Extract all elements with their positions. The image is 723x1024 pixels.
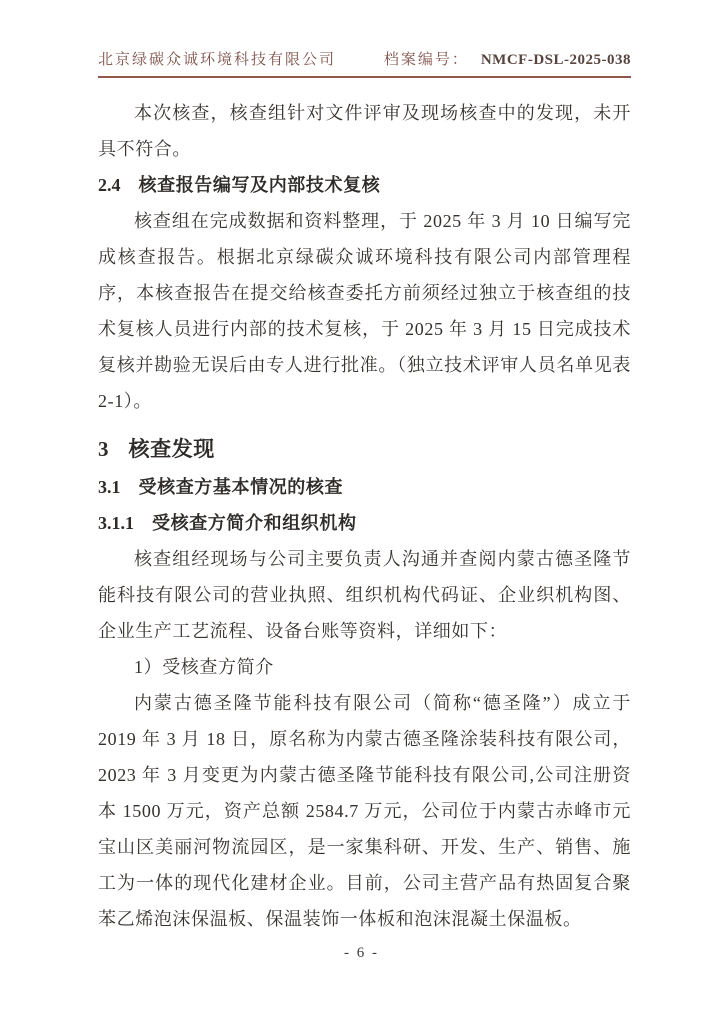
list-item-company-intro: 1）受核查方简介 bbox=[134, 657, 274, 677]
paragraph-org-check: 核查组经现场与公司主要负责人沟通并查阅内蒙古德圣隆节能科技有限公司的营业执照、组织机构代码证、企业织机构图、企业生产工艺流程、设备台账等资料，详细如下： bbox=[98, 549, 631, 641]
heading-2-4-number: 2.4 bbox=[98, 175, 121, 195]
heading-3-1-title: 受核查方基本情况的核查 bbox=[138, 477, 344, 497]
heading-3-1-1 bbox=[98, 505, 631, 541]
page-number: - 6 - bbox=[344, 945, 379, 961]
heading-2-4 bbox=[98, 167, 631, 203]
archive-number-label: 档案编号： bbox=[383, 52, 469, 68]
page-footer bbox=[0, 945, 723, 962]
heading-3-1-1-number: 3.1.1 bbox=[98, 513, 134, 533]
page-header bbox=[98, 48, 631, 78]
heading-3-number: 3 bbox=[98, 437, 109, 461]
heading-2-4-title: 核查报告编写及内部技术复核 bbox=[138, 175, 381, 195]
paragraph-report-review: 核查组在完成数据和资料整理，于 2025 年 3 月 10 日编写完成核查报告。根据北京绿碳众诚环境科技有限公司内部管理程序，本核查报告在提交给核查委托方前须经过独立于核查组的技术复核人员进行内部的技术复核，于 2025 年 3 月 15 日完成技术复核并勘验无误后由专人进行批准。（独立技术评审人员名单见表 2-1）。 bbox=[98, 211, 631, 411]
header-archive-group bbox=[384, 48, 631, 69]
header-company-name: 北京绿碳众诚环境科技有限公司 bbox=[98, 52, 337, 68]
heading-3-1 bbox=[98, 469, 631, 505]
heading-3-title: 核查发现 bbox=[128, 437, 215, 461]
paragraph-verification-result: 本次核查，核查组针对文件评审及现场核查中的发现，未开具不符合。 bbox=[98, 103, 631, 159]
document-body bbox=[98, 95, 631, 937]
heading-3-1-1-title: 受核查方简介和组织机构 bbox=[152, 513, 357, 533]
archive-number-value: NMCF-DSL-2025-038 bbox=[480, 52, 631, 68]
heading-3 bbox=[98, 429, 631, 469]
paragraph-company-profile: 内蒙古德圣隆节能科技有限公司（简称“德圣隆”）成立于 2019 年 3 月 18 日，原名称为内蒙古德圣隆涂装科技有限公司，2023 年 3 月变更为内蒙古德圣隆节能科技有限公司,公司注册资本 1500 万元，资产总额 2584.7 万元，公司位于内蒙古赤峰市元宝山区美丽河物流园区，是一家集科研、开发、生产、销售、施工为一体的现代化建材企业。目前，公司主营产品有热固复合聚苯乙烯泡沫保温板、保温装饰一体板和泡沫混凝土保温板。 bbox=[98, 693, 631, 929]
heading-3-1-number: 3.1 bbox=[98, 477, 121, 497]
